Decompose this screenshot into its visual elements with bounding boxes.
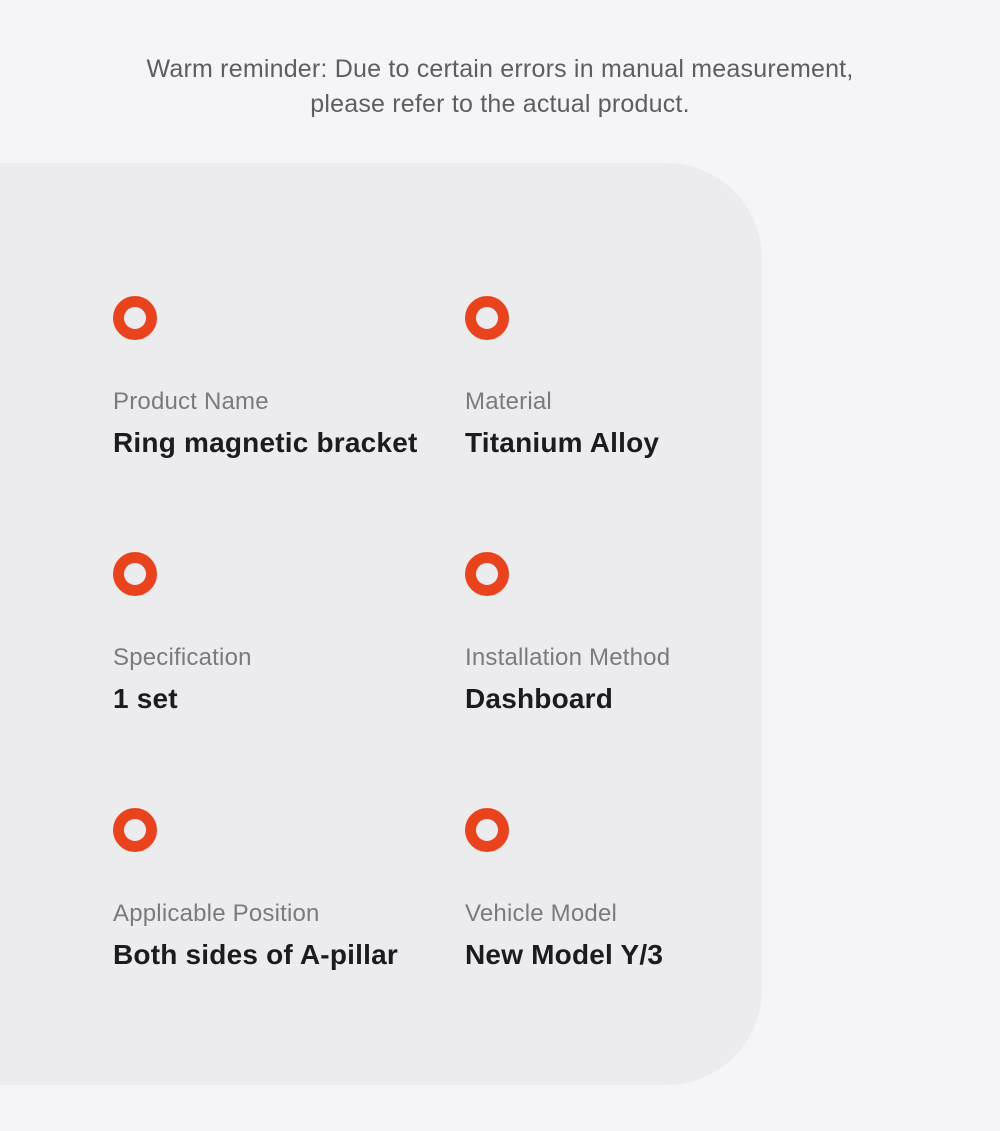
spec-card <box>0 163 762 1085</box>
warm-reminder-line1: Warm reminder: Due to certain errors in manual measurement, <box>146 55 854 83</box>
spec-grid <box>113 296 762 974</box>
spec-value: Titanium Alloy <box>465 427 660 458</box>
ring-icon <box>465 808 509 852</box>
spec-item-installation-method <box>465 552 762 718</box>
spec-label: Installation Method <box>465 644 671 671</box>
ring-icon <box>465 552 509 596</box>
warm-reminder-line2: please refer to the actual product. <box>310 90 690 118</box>
spec-value: Ring magnetic bracket <box>113 427 418 458</box>
ring-icon <box>113 808 157 852</box>
spec-item-material <box>465 296 762 462</box>
spec-item-specification <box>113 552 465 718</box>
spec-item-product-name <box>113 296 465 462</box>
spec-label: Applicable Position <box>113 900 320 927</box>
spec-label: Vehicle Model <box>465 900 618 927</box>
warm-reminder <box>0 0 1000 122</box>
spec-value: Dashboard <box>465 683 614 714</box>
ring-icon <box>113 552 157 596</box>
spec-item-vehicle-model <box>465 808 762 974</box>
spec-value: New Model Y/3 <box>465 939 664 970</box>
spec-label: Specification <box>113 644 252 671</box>
spec-item-applicable-position <box>113 808 465 974</box>
spec-value: 1 set <box>113 683 178 714</box>
ring-icon <box>113 296 157 340</box>
ring-icon <box>465 296 509 340</box>
spec-label: Material <box>465 388 552 415</box>
spec-value: Both sides of A-pillar <box>113 939 398 970</box>
spec-label: Product Name <box>113 388 269 415</box>
